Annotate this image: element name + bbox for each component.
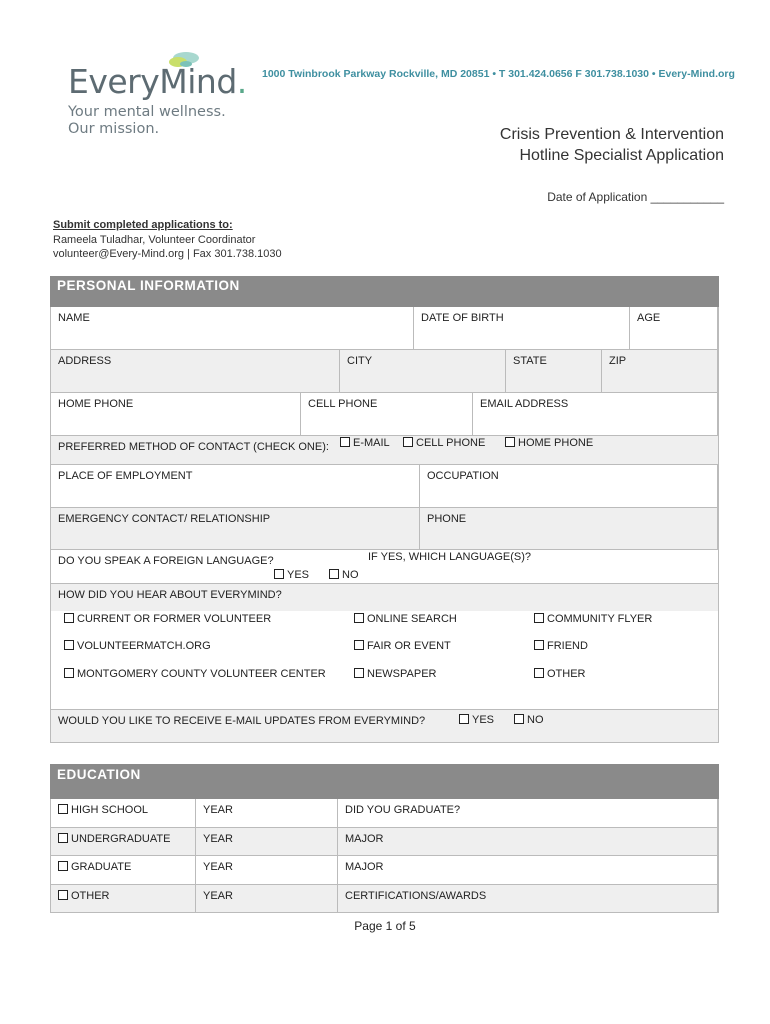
submit-info: Submit completed applications to: Rameela Tuladhar, Volunteer Coordinator volunteer@Every-Mind.org | Fax 301.738.1030	[53, 219, 282, 260]
checkbox-icon[interactable]	[64, 613, 74, 623]
city-field[interactable]: CITY	[340, 350, 506, 393]
section-heading-education: EDUCATION	[50, 764, 719, 799]
checkbox-icon[interactable]	[64, 640, 74, 650]
checkbox-icon[interactable]	[274, 569, 284, 579]
edu-graduate-checkbox[interactable]: GRADUATE	[51, 856, 196, 885]
foreign-language-row: DO YOU SPEAK A FOREIGN LANGUAGE?	[51, 550, 718, 584]
edu-other-checkbox[interactable]: OTHER	[51, 885, 196, 913]
edu-undergrad-detail[interactable]: MAJOR	[338, 828, 718, 856]
employment-field[interactable]: PLACE OF EMPLOYMENT	[51, 465, 420, 508]
page-title: Crisis Prevention & Intervention Hotline Specialist Application	[499, 126, 724, 164]
edu-other-year[interactable]: YEAR	[196, 885, 338, 913]
tagline: Your mental wellness. Our mission.	[68, 104, 226, 137]
edu-highschool-checkbox[interactable]: HIGH SCHOOL	[51, 799, 196, 828]
checkbox-icon[interactable]	[354, 668, 364, 678]
edu-undergrad-checkbox[interactable]: UNDERGRADUATE	[51, 828, 196, 856]
cell-phone-field[interactable]: CELL PHONE	[301, 393, 473, 436]
which-language-label: IF YES, WHICH LANGUAGE(S)?	[368, 551, 531, 563]
checkbox-icon[interactable]	[58, 833, 68, 843]
email-updates-row: WOULD YOU LIKE TO RECEIVE E-MAIL UPDATES FROM EVERYMIND?	[51, 710, 718, 743]
hear-option-newspaper[interactable]: NEWSPAPER	[354, 668, 436, 680]
contact-home-checkbox[interactable]: HOME PHONE	[505, 437, 593, 449]
occupation-field[interactable]: OCCUPATION	[420, 465, 718, 508]
email-field[interactable]: EMAIL ADDRESS	[473, 393, 718, 436]
edu-other-detail[interactable]: CERTIFICATIONS/AWARDS	[338, 885, 718, 913]
dob-field[interactable]: DATE OF BIRTH	[414, 307, 630, 350]
contact-cell-checkbox[interactable]: CELL PHONE	[403, 437, 485, 449]
hear-option-online[interactable]: ONLINE SEARCH	[354, 613, 457, 625]
zip-field[interactable]: ZIP	[602, 350, 718, 393]
edu-graduate-year[interactable]: YEAR	[196, 856, 338, 885]
emergency-phone-field[interactable]: PHONE	[420, 508, 718, 550]
checkbox-icon[interactable]	[58, 890, 68, 900]
date-of-application[interactable]: Date of Application ___________	[547, 190, 724, 204]
checkbox-icon[interactable]	[329, 569, 339, 579]
checkbox-icon[interactable]	[403, 437, 413, 447]
section-heading-personal: PERSONAL INFORMATION	[50, 276, 719, 307]
edu-graduate-detail[interactable]: MAJOR	[338, 856, 718, 885]
checkbox-icon[interactable]	[58, 861, 68, 871]
hear-option-montgomery[interactable]: MONTGOMERY COUNTY VOLUNTEER CENTER	[64, 668, 326, 680]
edu-highschool-year[interactable]: YEAR	[196, 799, 338, 828]
contact-email-checkbox[interactable]: E-MAIL	[340, 437, 390, 449]
foreign-no-checkbox[interactable]: NO	[329, 569, 359, 581]
updates-no-checkbox[interactable]: NO	[514, 714, 544, 726]
foreign-yes-checkbox[interactable]: YES	[274, 569, 309, 581]
contact-method-row: PREFERRED METHOD OF CONTACT (CHECK ONE):	[51, 436, 718, 465]
state-field[interactable]: STATE	[506, 350, 602, 393]
checkbox-icon[interactable]	[459, 714, 469, 724]
emergency-contact-field[interactable]: EMERGENCY CONTACT/ RELATIONSHIP	[51, 508, 420, 550]
checkbox-icon[interactable]	[505, 437, 515, 447]
hear-about-options	[51, 611, 718, 710]
name-field[interactable]: NAME	[51, 307, 414, 350]
checkbox-icon[interactable]	[340, 437, 350, 447]
page-number: Page 1 of 5	[354, 919, 416, 933]
checkbox-icon[interactable]	[354, 640, 364, 650]
hear-option-volunteer[interactable]: CURRENT OR FORMER VOLUNTEER	[64, 613, 271, 625]
logo: EveryMind.	[68, 62, 247, 101]
updates-yes-checkbox[interactable]: YES	[459, 714, 494, 726]
org-address: 1000 Twinbrook Parkway Rockville, MD 20851 • T 301.424.0656 F 301.738.1030 • Every-Mind.org	[262, 68, 735, 80]
hear-option-friend[interactable]: FRIEND	[534, 640, 588, 652]
edu-highschool-detail[interactable]: DID YOU GRADUATE?	[338, 799, 718, 828]
age-field[interactable]: AGE	[630, 307, 718, 350]
home-phone-field[interactable]: HOME PHONE	[51, 393, 301, 436]
checkbox-icon[interactable]	[58, 804, 68, 814]
checkbox-icon[interactable]	[534, 640, 544, 650]
hear-option-other[interactable]: OTHER	[534, 668, 586, 680]
checkbox-icon[interactable]	[514, 714, 524, 724]
hear-option-fair[interactable]: FAIR OR EVENT	[354, 640, 451, 652]
hear-about-heading: HOW DID YOU HEAR ABOUT EVERYMIND?	[51, 584, 718, 611]
checkbox-icon[interactable]	[534, 613, 544, 623]
checkbox-icon[interactable]	[64, 668, 74, 678]
checkbox-icon[interactable]	[534, 668, 544, 678]
checkbox-icon[interactable]	[354, 613, 364, 623]
address-field[interactable]: ADDRESS	[51, 350, 340, 393]
edu-undergrad-year[interactable]: YEAR	[196, 828, 338, 856]
hear-option-flyer[interactable]: COMMUNITY FLYER	[534, 613, 652, 625]
hear-option-volunteermatch[interactable]: VOLUNTEERMATCH.ORG	[64, 640, 211, 652]
